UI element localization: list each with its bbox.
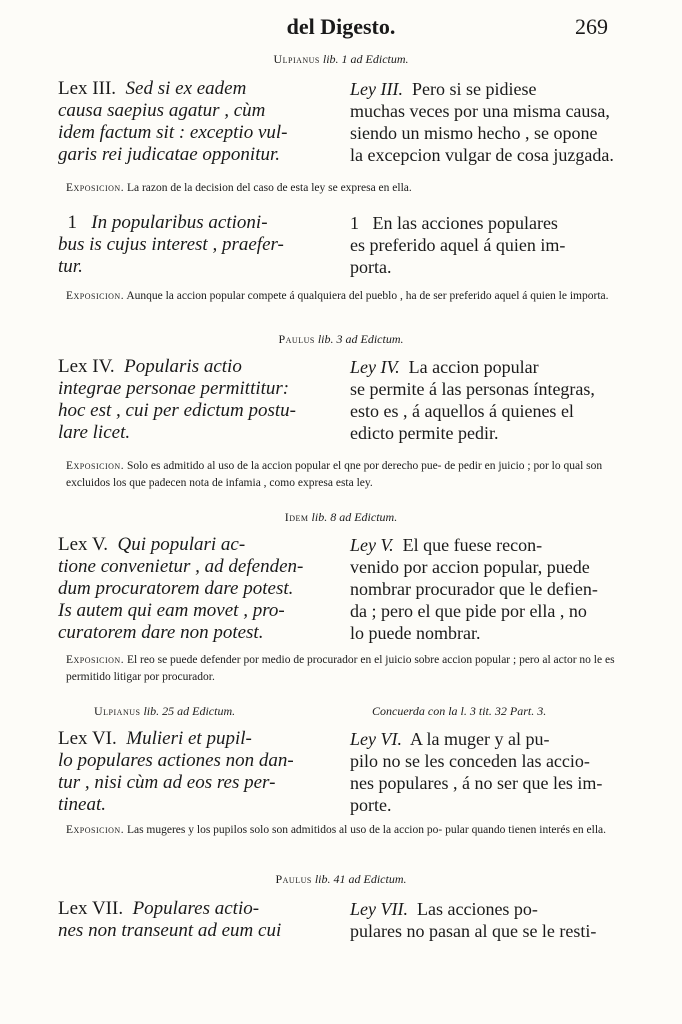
latin-line: In popularibus actioni- [91, 212, 268, 233]
spanish-line: edicto permite pedir. [350, 423, 499, 443]
spanish-line: En las acciones populares [372, 213, 558, 233]
spanish-line: nombrar procurador que le defien- [350, 579, 598, 599]
spanish-line: porta. [350, 257, 392, 277]
latin-line: bus is cujus interest , praefer- [58, 234, 284, 255]
spanish-text-ley-7 [350, 898, 620, 942]
attribution-source: lib. 25 ad Edictum. [143, 704, 236, 718]
spanish-line: A la muger y al pu- [410, 729, 550, 749]
spanish-line: se permite á las personas íntegras, [350, 379, 595, 399]
concordance-note: Concuerda con la l. 3 tit. 32 Part. 3. [372, 704, 547, 718]
latin-line: tineat. [58, 794, 107, 815]
exposicion-lex-5 [66, 652, 616, 686]
attribution-author: Ulpianus [273, 52, 320, 66]
latin-line: Popularis actio [124, 356, 242, 377]
latin-law-number: Lex V. [58, 534, 108, 555]
spanish-line: muchas veces por una misma causa, [350, 101, 610, 121]
spanish-law-number: Ley V. [350, 535, 394, 555]
spanish-line: porte. [350, 795, 392, 815]
exposicion-label: Exposicion. [66, 290, 125, 302]
spanish-line: La accion popular [408, 357, 539, 377]
latin-line: causa saepius agatur , cùm [58, 100, 266, 121]
spanish-law-number: Ley IV. [350, 357, 400, 377]
attribution-source: lib. 41 ad Edictum. [314, 872, 407, 886]
exposicion-lex-4 [66, 458, 616, 492]
spanish-law-number: Ley III. [350, 79, 403, 99]
latin-line: tur , nisi cùm ad eos res per- [58, 772, 276, 793]
attribution [0, 510, 682, 525]
exposicion-text: Las mugeres y los pupilos solo son admitidos al uso de la accion po- pular quando tienen interés en ella. [126, 824, 607, 836]
latin-law-number: Lex VI. [58, 728, 117, 749]
latin-text-paragraph-1 [58, 212, 340, 278]
exposicion-lex-6 [66, 822, 616, 839]
spanish-text-paragraph-1 [350, 212, 620, 278]
exposicion-label: Exposicion. [66, 824, 125, 836]
spanish-text-ley-5 [350, 534, 620, 644]
latin-line: nes non transeunt ad eum cui [58, 920, 282, 941]
latin-line: dum procuratorem dare potest. [58, 578, 294, 599]
spanish-line: nes populares , á no ser que les im- [350, 773, 603, 793]
attribution-author: Idem [284, 510, 309, 524]
exposicion-text: Aunque la accion popular compete á qualquiera del pueblo , ha de ser preferido aquel á quien le importa. [126, 290, 609, 302]
spanish-text-ley-3 [350, 78, 620, 166]
spanish-line: da ; pero el que pide por ella , no [350, 601, 587, 621]
latin-line: Populares actio- [132, 898, 260, 919]
spanish-line: El que fuese recon- [402, 535, 543, 555]
latin-line: lo populares actiones non dan- [58, 750, 294, 771]
exposicion-label: Exposicion. [66, 182, 125, 194]
latin-law-number: Lex VII. [58, 898, 124, 919]
latin-line: lare licet. [58, 422, 131, 443]
attribution-source: lib. 8 ad Edictum. [311, 510, 398, 524]
latin-text-lex-5 [58, 534, 340, 644]
attribution [94, 704, 235, 719]
latin-text-lex-6 [58, 728, 340, 816]
exposicion-lex-3 [66, 180, 616, 197]
exposicion-text: La razon de la decision del caso de esta ley se expresa en ella. [126, 182, 412, 194]
latin-line: tione convenietur , ad defenden- [58, 556, 304, 577]
page-header [0, 14, 682, 46]
spanish-law-number: Ley VII. [350, 899, 408, 919]
latin-line: hoc est , cui per edictum postu- [58, 400, 296, 421]
spanish-line: Pero si se pidiese [411, 79, 537, 99]
latin-line: idem factum sit : exceptio vul- [58, 122, 288, 143]
latin-line: Mulieri et pupil- [126, 728, 252, 749]
paragraph-number: 1 [350, 213, 359, 233]
latin-line: tur. [58, 256, 83, 277]
attribution-author: Paulus [275, 872, 312, 886]
latin-law-number: Lex III. [58, 78, 117, 99]
exposicion-text: El reo se puede defender por medio de procurador en el juicio sobre accion popular ; pero al actor no le es permitido litigar por procurador. [66, 654, 615, 683]
spanish-line: esto es , á aquellos á quienes el [350, 401, 574, 421]
latin-line: Sed si ex eadem [125, 78, 247, 99]
attribution [0, 52, 682, 67]
attribution-author: Ulpianus [94, 704, 141, 718]
exposicion-label: Exposicion. [66, 654, 125, 666]
latin-line: garis rei judicatae opponitur. [58, 144, 281, 165]
spanish-line: Las acciones po- [416, 899, 538, 919]
latin-text-lex-4 [58, 356, 340, 444]
latin-text-lex-3 [58, 78, 340, 166]
spanish-law-number: Ley VI. [350, 729, 402, 749]
spanish-line: venido por accion popular, puede [350, 557, 590, 577]
latin-line: integrae personae permittitur: [58, 378, 290, 399]
latin-text-lex-7 [58, 898, 340, 942]
spanish-line: siendo un mismo hecho , se opone [350, 123, 598, 143]
spanish-text-ley-6 [350, 728, 620, 816]
spanish-line: la excepcion vulgar de cosa juzgada. [350, 145, 614, 165]
exposicion-paragraph-1 [66, 288, 616, 305]
exposicion-text: Solo es admitido al uso de la accion popular el qne por derecho pue- de pedir en juicio ; por lo qual son excluidos los que padecen nota de infamia , como expresa esta ley. [66, 460, 603, 489]
attribution [0, 872, 682, 887]
page-number: 269 [575, 14, 608, 39]
spanish-line: es preferido aquel á quien im- [350, 235, 566, 255]
latin-line: curatorem dare non potest. [58, 622, 264, 643]
spanish-line: pulares no pasan al que se le resti- [350, 921, 597, 941]
attribution [0, 332, 682, 347]
exposicion-label: Exposicion. [66, 460, 125, 472]
spanish-line: lo puede nombrar. [350, 623, 481, 643]
paragraph-number: 1 [67, 212, 77, 233]
running-title: del Digesto. [286, 14, 396, 39]
spanish-text-ley-4 [350, 356, 620, 444]
attribution-author: Paulus [278, 332, 315, 346]
attribution-source: lib. 1 ad Edictum. [322, 52, 409, 66]
latin-line: Qui populari ac- [117, 534, 246, 555]
attribution-source: lib. 3 ad Edictum. [317, 332, 404, 346]
spanish-line: pilo no se les conceden las accio- [350, 751, 590, 771]
latin-line: Is autem qui eam movet , pro- [58, 600, 285, 621]
latin-law-number: Lex IV. [58, 356, 115, 377]
